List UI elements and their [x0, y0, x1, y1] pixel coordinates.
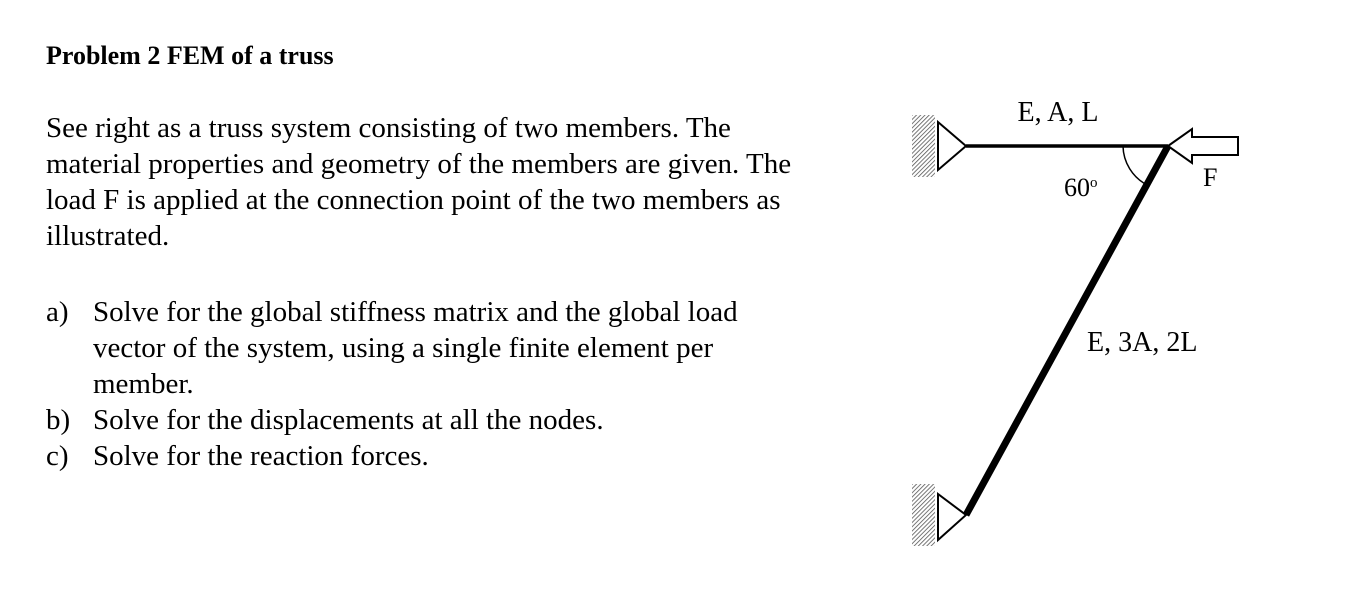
top-pin-triangle — [938, 122, 966, 170]
angle-label — [1064, 173, 1098, 202]
truss-figure — [900, 80, 1260, 560]
degree-symbol: o — [1090, 175, 1098, 191]
force-arrow — [1168, 129, 1238, 163]
member-2-label: E, 3A, 2L — [1087, 327, 1198, 358]
question-line: vector of the system, using a single finite element per — [93, 332, 714, 364]
question-marker: b) — [46, 404, 71, 436]
force-label: F — [1203, 163, 1218, 192]
question-list — [46, 294, 866, 474]
question-marker: c) — [46, 440, 69, 472]
question-marker: a) — [46, 296, 69, 328]
angle-value: 60 — [1064, 173, 1090, 202]
question-b — [46, 402, 866, 438]
question-line: Solve for the global stiffness matrix and the global load — [93, 296, 738, 328]
question-line: Solve for the displacements at all the nodes. — [93, 404, 604, 436]
question-line: member. — [93, 368, 194, 400]
statement-line: material properties and geometry of the members are given. The — [46, 148, 792, 180]
question-a — [46, 294, 866, 402]
member-1-label: E, A, L — [1017, 97, 1099, 128]
truss-diagram — [900, 80, 1260, 560]
question-c — [46, 438, 866, 474]
top-pin-support — [912, 115, 966, 177]
bottom-pin-triangle — [938, 494, 966, 540]
angle-arc — [1123, 146, 1147, 185]
statement-line: See right as a truss system consisting of two members. The — [46, 112, 731, 144]
question-line: Solve for the reaction forces. — [93, 440, 429, 472]
bottom-pin-support — [912, 484, 966, 546]
top-ground-hatch — [912, 115, 935, 177]
statement-line: illustrated. — [46, 220, 170, 252]
problem-statement — [46, 110, 866, 254]
statement-line: load F is applied at the connection point of the two members as — [46, 184, 781, 216]
problem-title: Problem 2 FEM of a truss — [46, 41, 334, 70]
bottom-ground-hatch — [912, 484, 935, 546]
